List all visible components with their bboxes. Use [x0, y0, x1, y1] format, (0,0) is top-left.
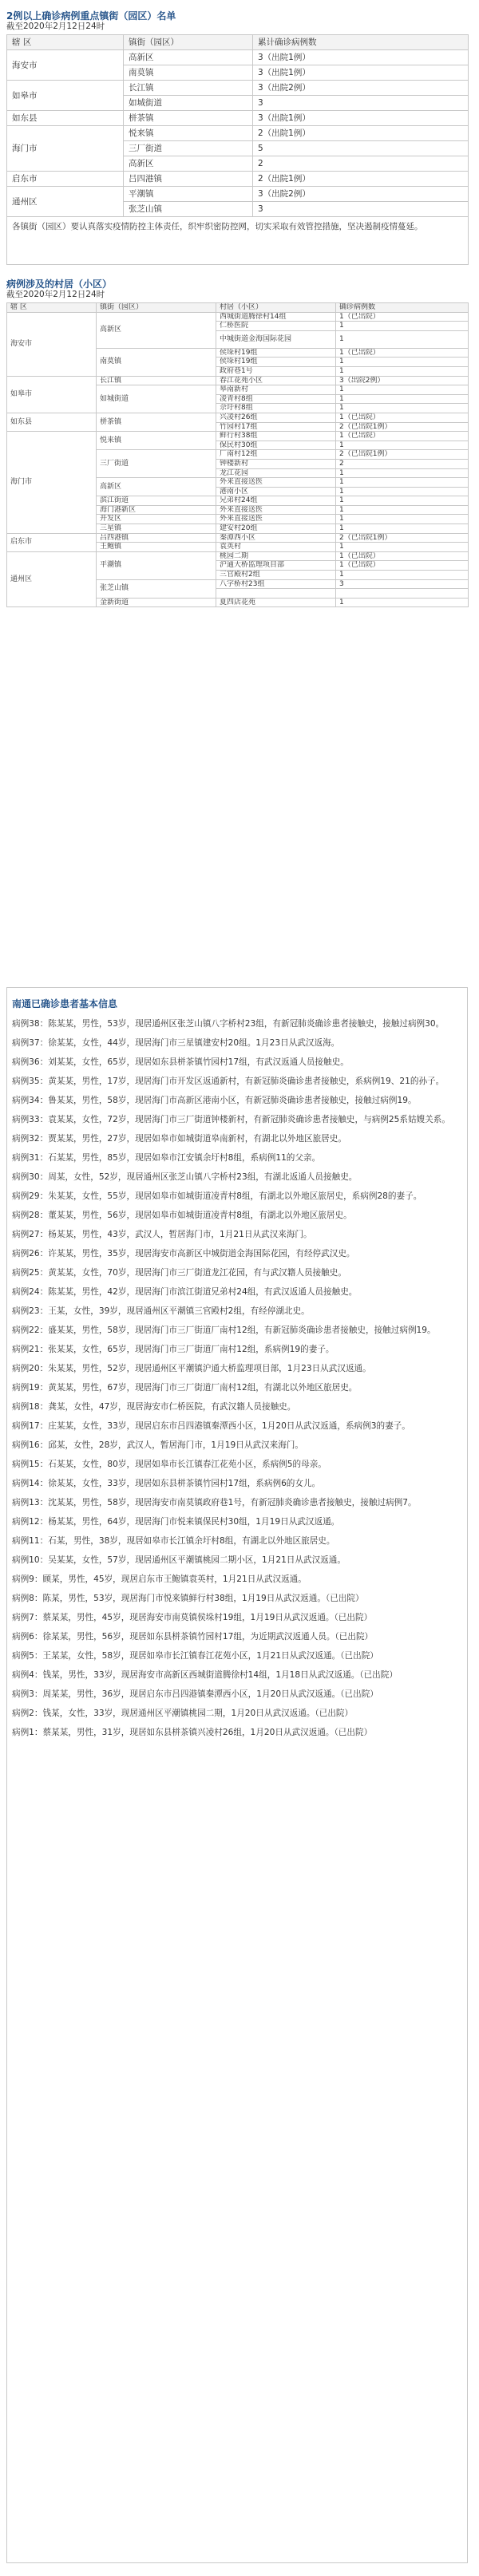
village-cell: 竹园村17组 — [216, 422, 336, 432]
column-header: 镇街（园区） — [124, 35, 253, 50]
count-cell: 3（出院2例） — [336, 376, 469, 385]
village-cell: 沪通大桥监理项目部 — [216, 561, 336, 571]
count-cell: 2 — [253, 156, 469, 172]
count-cell: 1（已出院） — [336, 432, 469, 441]
count-cell: 3 — [253, 202, 469, 217]
case-entry: 病例8：陈某，男性，53岁，现居海门市悦来镇鲜行村38组，1月19日从武汉返通。（已出院） — [12, 1594, 364, 1604]
region-cell: 通州区 — [7, 551, 97, 606]
town-cell: 高新区 — [97, 478, 216, 496]
town-cell: 南莫镇 — [124, 65, 253, 81]
case-entry: 病例17：庄某某，女性，33岁，现居启东市吕四港镇秦潭西小区，1月20日从武汉返通，系病例3的妻子。 — [12, 1421, 410, 1432]
table-header-row — [7, 35, 469, 50]
table-row — [7, 111, 469, 126]
region-cell: 如东县 — [7, 111, 124, 126]
count-cell: 1 — [336, 524, 469, 534]
town-cell: 开发区 — [97, 515, 216, 524]
count-cell: 3（出院1例） — [253, 111, 469, 126]
case-entry: 病例29：朱某某，女性，55岁，现居如皋市如城街道凌青村8组，有湖北以外地区旅居史，系病例28的妻子。 — [12, 1191, 422, 1202]
case-entry: 病例22：盛某某，男性，58岁，现居海门市三厂街道厂南村12组，有新冠肺炎确诊患者接触史，接触过病例19。 — [12, 1326, 436, 1336]
town-cell: 滨江街道 — [97, 496, 216, 506]
key-towns-section — [6, 11, 473, 265]
case-entry: 病例13：沈某某，男性，58岁，现居海安市南莫镇政府巷1号，有新冠肺炎确诊患者接触史，接触过病例7。 — [12, 1498, 417, 1508]
villages-date: 截至2020年2月12日24时 — [6, 290, 105, 299]
count-cell: 1 — [336, 505, 469, 515]
count-cell: 1 — [336, 385, 469, 395]
table-row — [7, 50, 469, 65]
town-cell: 如城街道 — [97, 385, 216, 413]
case-entry: 病例9：顾某，男性，45岁，现居启东市王鲍镇袁英村，1月21日从武汉返通。 — [12, 1574, 307, 1585]
village-cell: 夏四店花苑 — [216, 598, 336, 607]
village-cell: 港南小区 — [216, 487, 336, 496]
village-cell: 桃园二期 — [216, 551, 336, 561]
village-cell: 春江花苑小区 — [216, 376, 336, 385]
region-cell: 海安市 — [7, 312, 97, 376]
key-towns-date: 截至2020年2月12日24时 — [6, 22, 105, 31]
village-cell: 鲜行村38组 — [216, 432, 336, 441]
town-cell: 吕四港镇 — [124, 172, 253, 187]
village-cell: 兄弟村24组 — [216, 496, 336, 506]
count-cell: 1 — [336, 322, 469, 331]
count-cell: 1（已出院） — [336, 551, 469, 561]
case-entry: 病例26：许某某，男性，35岁，现居海安市高新区中城街道金海国际花园，有经停武汉史。 — [12, 1249, 355, 1259]
count-cell: 2 — [336, 459, 469, 468]
table-row — [7, 172, 469, 187]
count-cell: 3（出院2例） — [253, 187, 469, 202]
cases-title: 南通已确诊患者基本信息 — [12, 998, 118, 1009]
key-towns-title: 2例以上确诊病例重点镇街（园区）名单 — [6, 10, 176, 22]
village-cell: 政府巷1号 — [216, 366, 336, 376]
case-entry: 病例2：钱某，女性，33岁，现居通州区平潮镇桃园二期，1月20日从武汉返通。（已出院） — [12, 1709, 354, 1719]
case-entry: 病例3：周某某，男性，36岁，现居启东市吕四港镇秦潭西小区，1月20日从武汉返通。（已出院） — [12, 1689, 378, 1700]
key-towns-table — [6, 34, 469, 265]
case-entry: 病例35：黄某某，男性，17岁，现居海门市开发区返通新村，有新冠肺炎确诊患者接触史，系病例19、21的孙子。 — [12, 1077, 445, 1087]
table-row — [7, 376, 469, 385]
column-header: 累计确诊病例数 — [253, 35, 469, 50]
count-cell: 1 — [336, 571, 469, 580]
town-cell: 三厂街道 — [124, 141, 253, 156]
village-cell: 外来直接送医 — [216, 505, 336, 515]
count-cell: 3 — [336, 579, 469, 589]
note-row — [7, 217, 469, 265]
case-entry: 病例10：吴某某，女性，57岁，现居通州区平潮镇桃园二期小区，1月21日从武汉返通。 — [12, 1555, 346, 1566]
count-cell: 1 — [336, 598, 469, 607]
village-cell: 侯垛村19组 — [216, 348, 336, 358]
region-cell: 通州区 — [7, 187, 124, 217]
village-cell: 袁英村 — [216, 543, 336, 552]
village-cell: 外来直接送医 — [216, 478, 336, 488]
village-cell: 兴凌村26组 — [216, 413, 336, 422]
count-cell: 3 — [253, 96, 469, 111]
town-cell: 平潮镇 — [124, 187, 253, 202]
villages-table — [6, 302, 469, 607]
count-cell: 1 — [336, 478, 469, 488]
column-header: 确诊病例数 — [336, 303, 469, 313]
region-cell: 如皋市 — [7, 81, 124, 111]
case-entry: 病例11：石某，男性，38岁，现居如皋市长江镇余圩村8组，有湖北以外地区旅居史。 — [12, 1536, 335, 1547]
region-cell: 海安市 — [7, 50, 124, 81]
town-cell: 栟茶镇 — [124, 111, 253, 126]
town-cell: 南莫镇 — [97, 348, 216, 376]
village-cell: 佘圩村8组 — [216, 404, 336, 413]
village-cell: 保民村30组 — [216, 441, 336, 450]
table-note: 各镇街（园区）要认真落实疫情防控主体责任，织牢织密防控网，切实采取有效管控措施，坚决遏制疫情蔓延。 — [7, 217, 469, 265]
region-cell: 启东市 — [7, 533, 97, 551]
region-cell: 海门市 — [7, 126, 124, 172]
case-entry: 病例6：徐某某，男性，56岁，现居如东县栟茶镇竹园村17组，为近期武汉返通人员。（已出院） — [12, 1632, 374, 1642]
case-entry: 病例36：刘某某，女性，65岁，现居如东县栟茶镇竹园村17组，有武汉返通人员接触史。 — [12, 1057, 349, 1068]
case-entry: 病例32：贾某某，男性，27岁，现居如皋市如城街道皋南新村，有湖北以外地区旅居史。 — [12, 1134, 346, 1144]
count-cell: 2（已出院1例） — [336, 533, 469, 543]
count-cell: 1 — [336, 487, 469, 496]
case-list — [12, 1018, 462, 1738]
village-cell: 龙江花园 — [216, 468, 336, 478]
case-entry: 病例18：龚某，女性，47岁，现居海安市仁桥医院，有武汉籍人员接触史。 — [12, 1402, 296, 1412]
town-cell: 如城街道 — [124, 96, 253, 111]
region-cell: 海门市 — [7, 432, 97, 534]
case-entry: 病例12：杨某某，男性，64岁，现居海门市悦来镇保民村30组，1月19日从武汉返通。 — [12, 1517, 340, 1527]
village-cell: 仁桥医院 — [216, 322, 336, 331]
town-cell: 高新区 — [97, 312, 216, 348]
table-row — [7, 432, 469, 441]
case-entry: 病例7：蔡某某，男性，45岁，现居海安市南莫镇侯垛村19组，1月19日从武汉返通。（已出院） — [12, 1613, 373, 1623]
count-cell: 2（已出院1例） — [336, 422, 469, 432]
town-cell: 栟茶镇 — [97, 413, 216, 431]
case-entry: 病例19：黄某某，男性，67岁，现居海门市三厂街道厂南村12组，有湖北以外地区旅居史。 — [12, 1383, 358, 1393]
count-cell: 3（出院2例） — [253, 81, 469, 96]
case-entry: 病例24：陈某某，男性，42岁，现居海门市滨江街道兄弟村24组，有武汉返通人员接触史。 — [12, 1287, 358, 1298]
table-row — [7, 126, 469, 141]
town-cell: 高新区 — [124, 50, 253, 65]
case-entry: 病例23：王某，女性，39岁，现居通州区平潮镇三官殿村2组，有经停湖北史。 — [12, 1306, 310, 1317]
case-entry: 病例4：钱某，男性，33岁，现居海安市高新区西城街道腾徐村14组，1月18日从武汉返通。（已出院） — [12, 1670, 398, 1681]
town-cell: 吕四港镇 — [97, 533, 216, 543]
count-cell: 1 — [336, 394, 469, 404]
count-cell: 2（已出院1例） — [336, 450, 469, 460]
count-cell: 1 — [336, 441, 469, 450]
table-row — [7, 551, 469, 561]
village-cell: 钟楼新村 — [216, 459, 336, 468]
count-cell: 1（已出院） — [336, 561, 469, 571]
table-row — [7, 81, 469, 96]
town-cell: 长江镇 — [97, 376, 216, 385]
count-cell: 1 — [336, 404, 469, 413]
village-cell: 中城街道金海国际花园 — [216, 330, 336, 348]
town-cell: 张芝山镇 — [97, 579, 216, 598]
table-header-row — [7, 303, 469, 313]
count-cell: 5 — [253, 141, 469, 156]
town-cell: 高新区 — [124, 156, 253, 172]
count-cell: 1（已出院） — [336, 312, 469, 322]
town-cell: 三厂街道 — [97, 450, 216, 478]
case-entry: 病例14：徐某某，女性，33岁，现居如东县栟茶镇竹园村17组，系病例6的女儿。 — [12, 1479, 321, 1489]
town-cell: 平潮镇 — [97, 551, 216, 579]
region-cell: 如东县 — [7, 413, 97, 431]
case-entry: 病例28：董某某，男性，56岁，现居如皋市如城街道凌青村8组，有湖北以外地区旅居史。 — [12, 1211, 352, 1221]
town-cell: 悦来镇 — [124, 126, 253, 141]
case-entry: 病例31：石某某，男性，85岁，现居如皋市江安镇余圩村8组，系病例11的父亲。 — [12, 1153, 321, 1164]
count-cell: 1 — [336, 330, 469, 348]
count-cell: 1 — [336, 515, 469, 524]
count-cell: 1 — [336, 496, 469, 506]
region-cell: 如皋市 — [7, 376, 97, 413]
villages-section — [6, 279, 473, 607]
case-entry: 病例21：张某某，女性，65岁，现居海门市三厂街道厂南村12组，系病例19的妻子。 — [12, 1345, 335, 1355]
column-header: 辖 区 — [7, 303, 97, 313]
village-cell: 厂南村12组 — [216, 450, 336, 460]
case-entry: 病例33：袁某某，女性，72岁，现居海门市三厂街道钟楼新村，有新冠肺炎确诊患者接触史，与病例25系姑嫂关系。 — [12, 1115, 450, 1125]
count-cell: 1（已出院） — [336, 348, 469, 358]
case-entry: 病例16：邱某，女性，28岁，武汉人，暂居海门市，1月19日从武汉来海门。 — [12, 1440, 303, 1451]
village-cell: 三官殿村2组 — [216, 571, 336, 580]
column-header: 镇街（园区） — [97, 303, 216, 313]
column-header: 村居（小区） — [216, 303, 336, 313]
village-cell: 侯垛村19组 — [216, 358, 336, 367]
cases-section — [6, 987, 468, 2563]
table-row — [7, 187, 469, 202]
count-cell: 1 — [336, 543, 469, 552]
town-cell: 长江镇 — [124, 81, 253, 96]
table-row — [7, 533, 469, 543]
village-cell: 八字桥村23组 — [216, 579, 336, 589]
village-cell: 西城街道腾徐村14组 — [216, 312, 336, 322]
village-cell: 秦潭西小区 — [216, 533, 336, 543]
case-entry: 病例34：鲁某某，男性，58岁，现居海门市高新区港南小区，有新冠肺炎确诊患者接触史，接触过病例19。 — [12, 1096, 417, 1106]
count-cell: 1 — [336, 468, 469, 478]
town-cell: 王鲍镇 — [97, 543, 216, 552]
town-cell: 悦来镇 — [97, 432, 216, 450]
column-header: 辖 区 — [7, 35, 124, 50]
town-cell: 张芝山镇 — [124, 202, 253, 217]
village-cell: 建安村20组 — [216, 524, 336, 534]
count-cell: 3（出院1例） — [253, 50, 469, 65]
count-cell: 3（出院1例） — [253, 65, 469, 81]
village-cell: 皋南新村 — [216, 385, 336, 395]
villages-title: 病例涉及的村居（小区） — [6, 279, 113, 290]
count-cell: 1 — [336, 366, 469, 376]
count-cell — [336, 589, 469, 598]
case-entry: 病例27：杨某某，男性，43岁，武汉人，暂居海门市，1月21日从武汉来海门。 — [12, 1230, 312, 1240]
village-cell — [216, 589, 336, 598]
town-cell: 三星镇 — [97, 524, 216, 534]
town-cell: 金新街道 — [97, 598, 216, 607]
village-cell: 外来直接送医 — [216, 515, 336, 524]
village-cell: 凌青村8组 — [216, 394, 336, 404]
case-entry: 病例1：蔡某某，男性，31岁，现居如东县栟茶镇兴凌村26组，1月20日从武汉返通。（已出院） — [12, 1728, 373, 1738]
region-cell: 启东市 — [7, 172, 124, 187]
case-entry: 病例15：石某某，女性，80岁，现居如皋市长江镇春江花苑小区，系病例5的母亲。 — [12, 1460, 327, 1470]
count-cell: 1（已出院） — [336, 413, 469, 422]
case-entry: 病例30：周某，女性，52岁，现居通州区张芝山镇八字桥村23组，有湖北返通人员接触史。 — [12, 1172, 358, 1183]
case-entry: 病例37：徐某某，女性，44岁，现居海门市三星镇建安村20组。1月23日从武汉返海。 — [12, 1038, 340, 1049]
count-cell: 1 — [336, 358, 469, 367]
case-entry: 病例20：朱某某，男性，52岁，现居通州区平潮镇沪通大桥监理项目部，1月23日从武汉返通。 — [12, 1364, 371, 1374]
table-row — [7, 312, 469, 322]
case-entry: 病例25：黄某某，女性，70岁，现居海门市三厂街道龙江花园，有与武汉籍人员接触史。 — [12, 1268, 346, 1278]
town-cell: 海门港新区 — [97, 505, 216, 515]
table-row — [7, 413, 469, 422]
case-entry: 病例38：陈某某，男性，53岁，现居通州区张芝山镇八字桥村23组，有新冠肺炎确诊患者接触史，接触过病例30。 — [12, 1019, 445, 1029]
count-cell: 2（出院1例） — [253, 126, 469, 141]
case-entry: 病例5：王某某，女性，58岁，现居如皋市长江镇春江花苑小区，1月21日从武汉返通。（已出院） — [12, 1651, 378, 1661]
count-cell: 2（出院1例） — [253, 172, 469, 187]
